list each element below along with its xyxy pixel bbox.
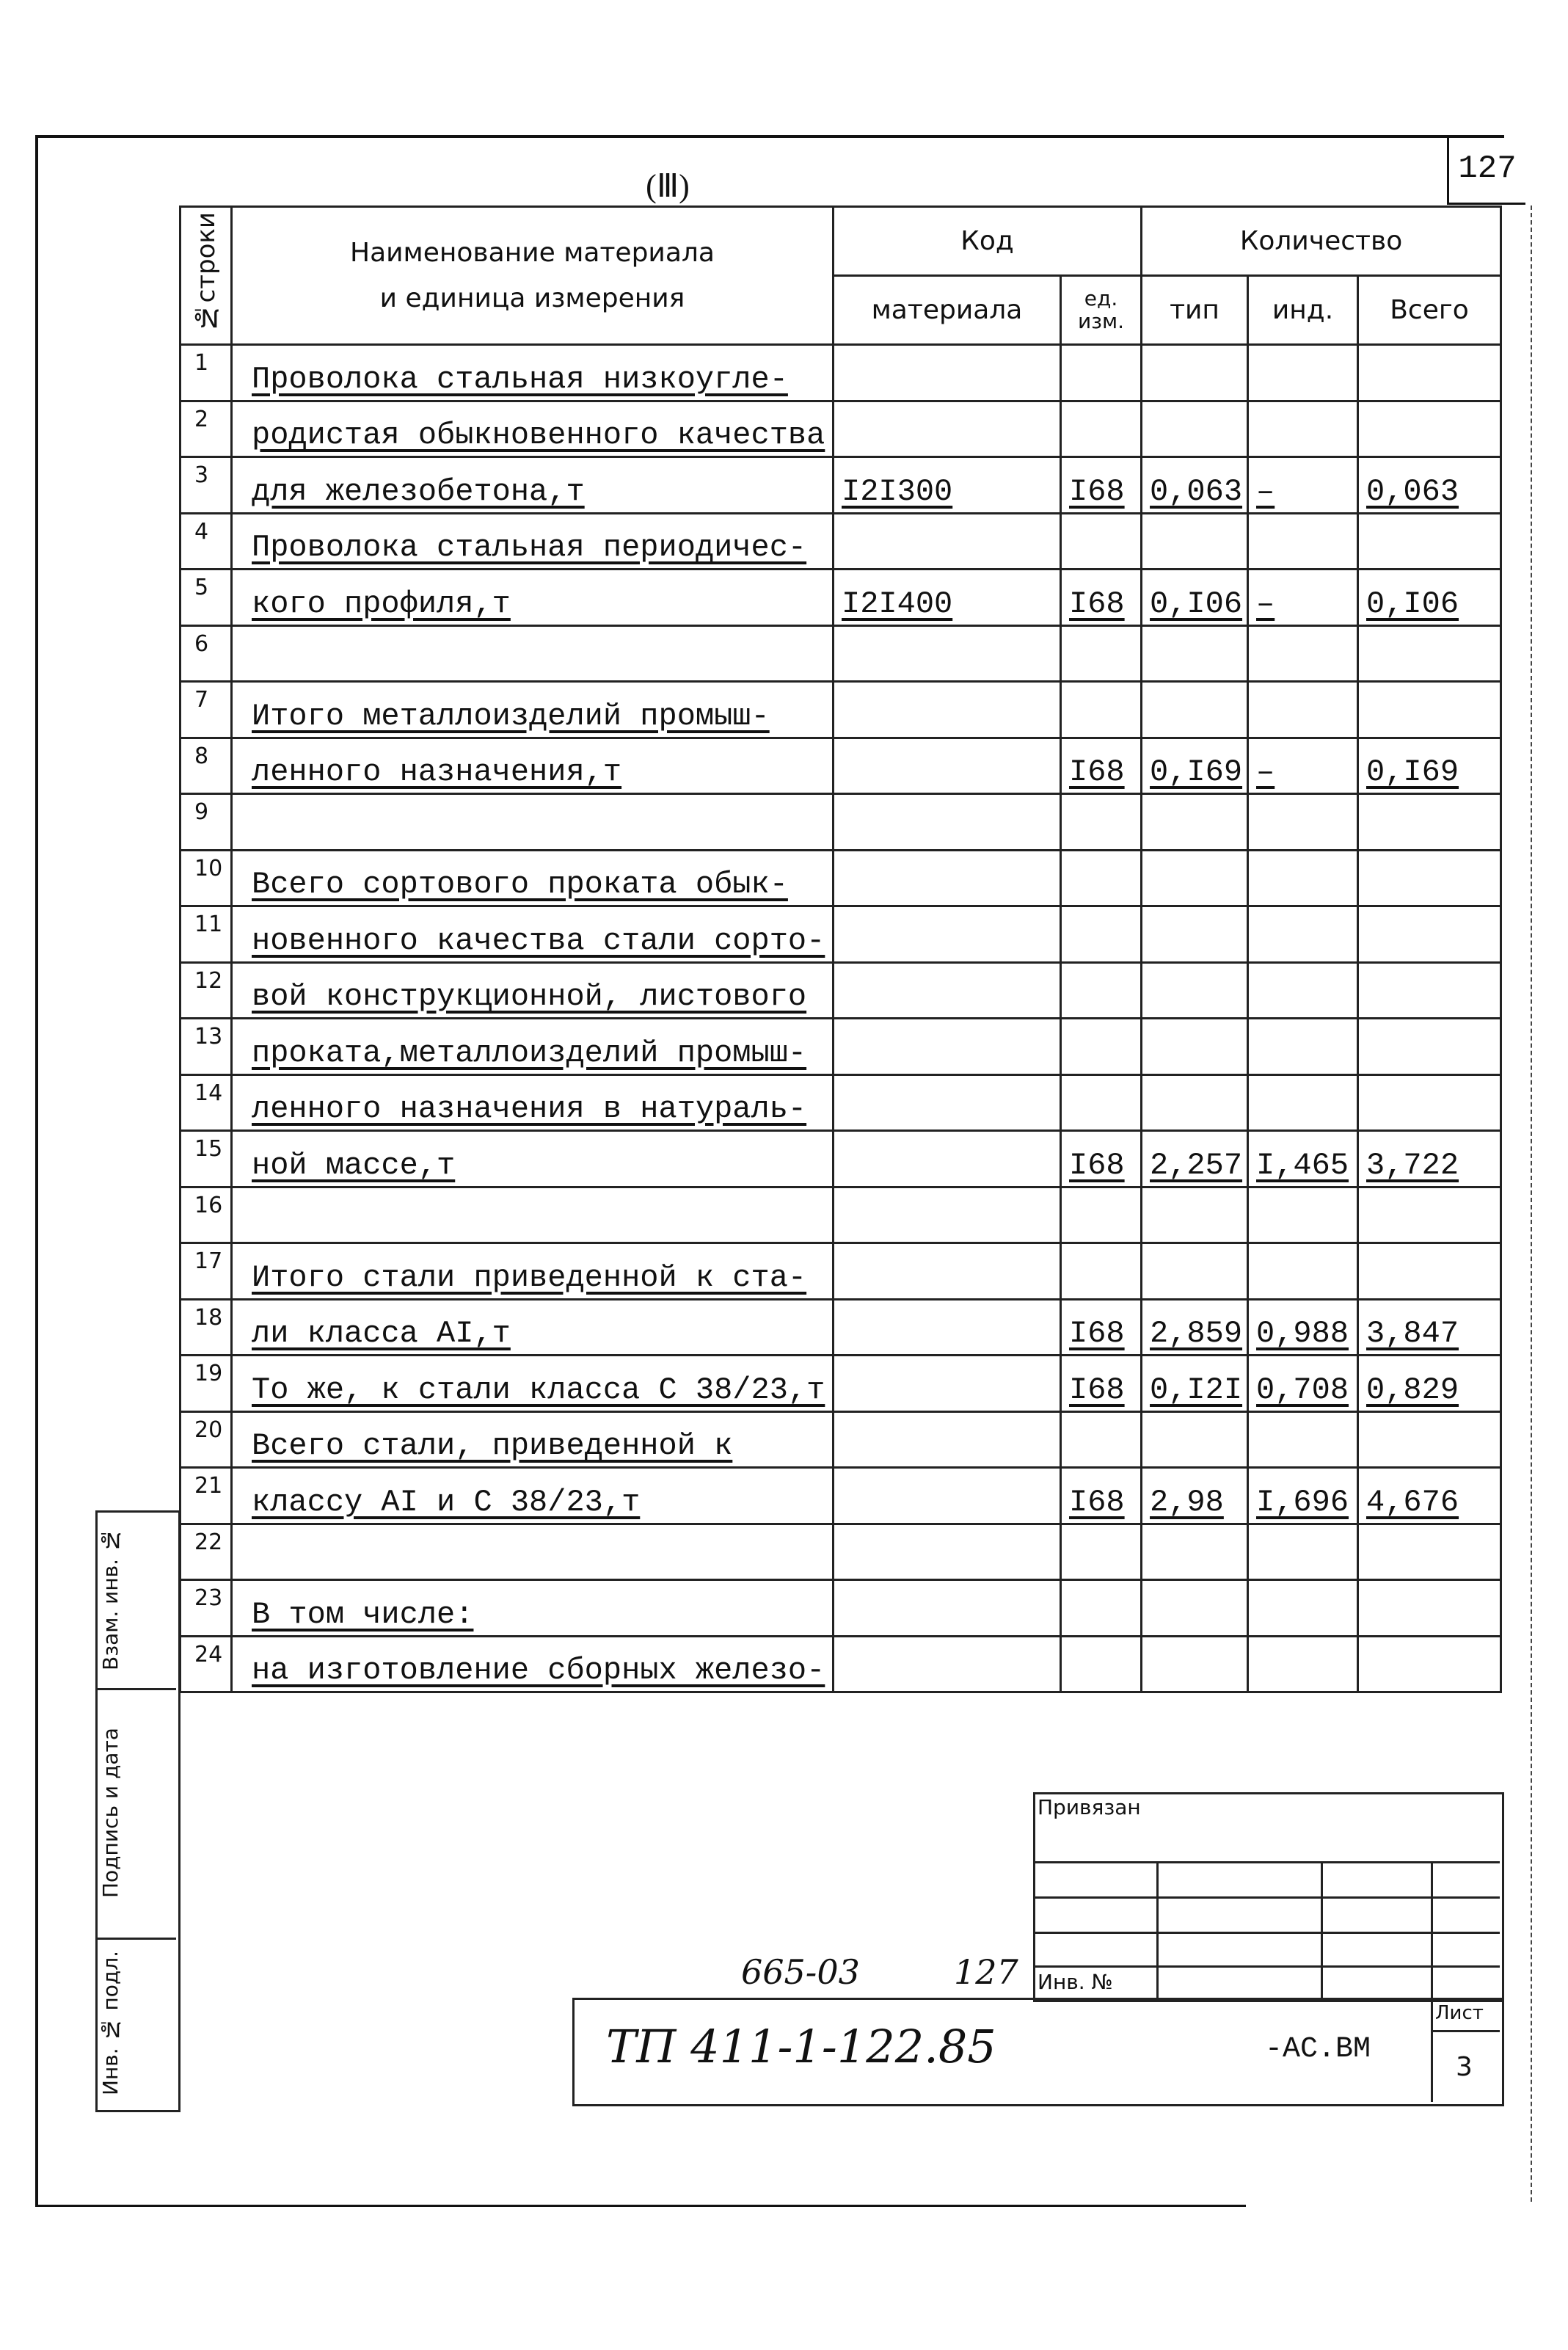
material-code — [834, 1524, 1061, 1580]
qty-total — [1358, 962, 1501, 1019]
sheet-number: 127 — [1447, 135, 1525, 205]
material-code: I2I400 — [834, 570, 1061, 626]
qty-total: 3,722 — [1358, 1131, 1501, 1187]
qty-type — [1142, 401, 1248, 457]
qty-ind — [1248, 1411, 1358, 1468]
material-name: Всего стали, приведенной к — [232, 1411, 834, 1468]
unit-code — [1061, 682, 1142, 738]
material-code — [834, 513, 1061, 570]
unit-code: I68 — [1061, 1356, 1142, 1412]
unit-code: I68 — [1061, 570, 1142, 626]
qty-type — [1142, 682, 1248, 738]
unit-code — [1061, 794, 1142, 851]
qty-type — [1142, 1074, 1248, 1131]
row-number: 14 — [180, 1074, 232, 1131]
side-strip-divider — [95, 1510, 98, 2108]
stamp-doc-code: ТП 411-1-122.85 — [606, 2020, 996, 2073]
qty-ind: I,696 — [1248, 1468, 1358, 1524]
stamp-line-c — [1033, 1932, 1500, 1934]
frame-left-line — [35, 135, 38, 2205]
row-number: 13 — [180, 1019, 232, 1075]
row-number: 1 — [180, 345, 232, 401]
unit-code — [1061, 1580, 1142, 1637]
material-name: новенного качества стали сорто- — [232, 906, 834, 963]
unit-code: I68 — [1061, 457, 1142, 514]
material-name: ленного назначения,т — [232, 738, 834, 794]
qty-type: 0,063 — [1142, 457, 1248, 514]
table-row — [180, 1187, 1501, 1243]
header-name: Наименование материала и единица измерения — [232, 207, 834, 345]
qty-total — [1358, 625, 1501, 682]
qty-total: 3,847 — [1358, 1299, 1501, 1356]
material-code — [834, 1299, 1061, 1356]
material-name: То же, к стали класса С 38/23,т — [232, 1356, 834, 1412]
table-row — [180, 1074, 1501, 1131]
unit-code — [1061, 1636, 1142, 1692]
unit-code: I68 — [1061, 1131, 1142, 1187]
material-name: для железобетона,т — [232, 457, 834, 514]
row-number: 2 — [180, 401, 232, 457]
material-code — [834, 682, 1061, 738]
row-number: 12 — [180, 962, 232, 1019]
side-strip-line-2 — [95, 1938, 176, 1940]
material-code — [834, 1019, 1061, 1075]
row-number: 16 — [180, 1187, 232, 1243]
qty-ind — [1248, 906, 1358, 963]
material-name: ной массе,т — [232, 1131, 834, 1187]
table-row — [180, 962, 1501, 1019]
material-name: ли класса АI,т — [232, 1299, 834, 1356]
table-row — [180, 682, 1501, 738]
row-number: 24 — [180, 1636, 232, 1692]
unit-code — [1061, 401, 1142, 457]
header-row-no: №строки — [180, 207, 232, 345]
material-name: ленного назначения в натураль- — [232, 1074, 834, 1131]
material-name: В том числе: — [232, 1580, 834, 1637]
row-number: 3 — [180, 457, 232, 514]
qty-ind: 0,708 — [1248, 1356, 1358, 1412]
row-number: 18 — [180, 1299, 232, 1356]
unit-code — [1061, 345, 1142, 401]
material-code — [834, 1411, 1061, 1468]
unit-code — [1061, 906, 1142, 963]
material-code — [834, 345, 1061, 401]
table-row — [180, 570, 1501, 626]
material-code — [834, 1580, 1061, 1637]
table-row — [180, 906, 1501, 963]
side-strip-line-1 — [95, 1688, 176, 1690]
table-row — [180, 1524, 1501, 1580]
material-name: Всего сортового проката обык- — [232, 850, 834, 906]
table-row — [180, 513, 1501, 570]
header-code-unit: ед. изм. — [1061, 276, 1142, 345]
qty-type — [1142, 345, 1248, 401]
frame-bottom-line — [35, 2205, 1246, 2207]
table-row — [180, 850, 1501, 906]
table-row — [180, 1636, 1501, 1692]
stamp-sheet-vline — [1431, 1998, 1433, 2102]
qty-ind — [1248, 1243, 1358, 1300]
qty-ind — [1248, 1187, 1358, 1243]
material-code — [834, 1187, 1061, 1243]
label-signature-date: Подпись и дата — [98, 1728, 123, 1898]
qty-total: 0,I69 — [1358, 738, 1501, 794]
unit-code: I68 — [1061, 738, 1142, 794]
material-name: родистая обыкновенного качества — [232, 401, 834, 457]
stamp-vline-2 — [1321, 1861, 1323, 1998]
material-name: Итого металлоизделий промыш- — [232, 682, 834, 738]
qty-ind — [1248, 1019, 1358, 1075]
table-row — [180, 1019, 1501, 1075]
material-name — [232, 625, 834, 682]
unit-code — [1061, 962, 1142, 1019]
material-code — [834, 962, 1061, 1019]
table-row — [180, 457, 1501, 514]
qty-type — [1142, 1243, 1248, 1300]
qty-type — [1142, 1580, 1248, 1637]
table-row — [180, 1580, 1501, 1637]
row-number: 8 — [180, 738, 232, 794]
material-name: Итого стали приведенной к ста- — [232, 1243, 834, 1300]
qty-type — [1142, 906, 1248, 963]
unit-code — [1061, 1524, 1142, 1580]
row-number: 20 — [180, 1411, 232, 1468]
material-code — [834, 850, 1061, 906]
materials-table — [179, 205, 1502, 1693]
qty-ind — [1248, 345, 1358, 401]
table-row — [180, 1243, 1501, 1300]
qty-total — [1358, 401, 1501, 457]
row-number: 9 — [180, 794, 232, 851]
frame-top-line — [37, 135, 1504, 138]
row-number: 22 — [180, 1524, 232, 1580]
qty-type — [1142, 1411, 1248, 1468]
material-code — [834, 1243, 1061, 1300]
material-code: I2I300 — [834, 457, 1061, 514]
qty-type — [1142, 962, 1248, 1019]
qty-type — [1142, 1636, 1248, 1692]
section-mark: (Ⅲ) — [646, 168, 690, 204]
material-name: классу АI и С 38/23,т — [232, 1468, 834, 1524]
stamp-privyazan-label: Привязан — [1038, 1795, 1141, 1819]
row-number: 5 — [180, 570, 232, 626]
qty-ind: I,465 — [1248, 1131, 1358, 1187]
unit-code — [1061, 1074, 1142, 1131]
table-row — [180, 794, 1501, 851]
qty-total — [1358, 345, 1501, 401]
qty-ind — [1248, 1524, 1358, 1580]
material-name — [232, 794, 834, 851]
table-row — [180, 625, 1501, 682]
stamp-sheet-label: Лист — [1435, 2002, 1484, 2024]
table-row — [180, 1131, 1501, 1187]
frame-right-line — [1531, 205, 1532, 2202]
unit-code — [1061, 1187, 1142, 1243]
stamp-line-a — [1033, 1861, 1500, 1863]
qty-total — [1358, 1019, 1501, 1075]
qty-ind: – — [1248, 457, 1358, 514]
material-code — [834, 1131, 1061, 1187]
material-name: Проволока стальная периодичес- — [232, 513, 834, 570]
material-name — [232, 1524, 834, 1580]
row-number: 11 — [180, 906, 232, 963]
material-code — [834, 1468, 1061, 1524]
stamp-line-b — [1033, 1896, 1500, 1899]
material-code — [834, 906, 1061, 963]
label-inv-podl: Инв. № подл. — [98, 1950, 123, 2095]
qty-type: 2,98 — [1142, 1468, 1248, 1524]
qty-ind — [1248, 625, 1358, 682]
qty-total — [1358, 1524, 1501, 1580]
qty-total: 0,063 — [1358, 457, 1501, 514]
qty-type: 0,I06 — [1142, 570, 1248, 626]
qty-ind: 0,988 — [1248, 1299, 1358, 1356]
row-number: 23 — [180, 1580, 232, 1637]
qty-total — [1358, 850, 1501, 906]
row-number: 10 — [180, 850, 232, 906]
qty-ind — [1248, 1074, 1358, 1131]
stamp-sheet-hline — [1431, 2030, 1500, 2032]
stamp-sheet-value: 3 — [1456, 2052, 1473, 2082]
qty-total: 4,676 — [1358, 1468, 1501, 1524]
table-row — [180, 738, 1501, 794]
qty-total — [1358, 1636, 1501, 1692]
row-number: 4 — [180, 513, 232, 570]
qty-ind — [1248, 401, 1358, 457]
qty-ind — [1248, 682, 1358, 738]
qty-total — [1358, 513, 1501, 570]
qty-type — [1142, 625, 1248, 682]
handwritten-number-left: 665-03 — [741, 1952, 860, 1992]
material-name: на изготовление сборных железо- — [232, 1636, 834, 1692]
material-code — [834, 738, 1061, 794]
qty-ind — [1248, 513, 1358, 570]
header-qty-total: Всего — [1358, 276, 1501, 345]
qty-type — [1142, 513, 1248, 570]
qty-total — [1358, 1411, 1501, 1468]
header-qty-group: Количество — [1142, 207, 1501, 276]
qty-ind — [1248, 850, 1358, 906]
row-number: 6 — [180, 625, 232, 682]
qty-type — [1142, 1019, 1248, 1075]
handwritten-number-right: 127 — [954, 1952, 1018, 1992]
qty-total — [1358, 1187, 1501, 1243]
unit-code — [1061, 1411, 1142, 1468]
unit-code — [1061, 1019, 1142, 1075]
qty-ind: – — [1248, 570, 1358, 626]
row-number: 21 — [180, 1468, 232, 1524]
table-row — [180, 1356, 1501, 1412]
material-name: кого профиля,т — [232, 570, 834, 626]
row-number: 7 — [180, 682, 232, 738]
stamp-vline-3 — [1431, 1861, 1433, 1998]
qty-type: 0,I2I — [1142, 1356, 1248, 1412]
qty-type: 0,I69 — [1142, 738, 1248, 794]
row-number: 19 — [180, 1356, 232, 1412]
qty-ind — [1248, 1580, 1358, 1637]
label-vzam-inv: Взам. инв. № — [98, 1528, 123, 1670]
table-row — [180, 1468, 1501, 1524]
qty-total — [1358, 1074, 1501, 1131]
qty-total — [1358, 794, 1501, 851]
qty-total — [1358, 682, 1501, 738]
qty-type — [1142, 1524, 1248, 1580]
unit-code: I68 — [1061, 1468, 1142, 1524]
unit-code — [1061, 513, 1142, 570]
material-code — [834, 1356, 1061, 1412]
material-name — [232, 1187, 834, 1243]
qty-type: 2,257 — [1142, 1131, 1248, 1187]
table-row — [180, 1299, 1501, 1356]
table-row — [180, 345, 1501, 401]
unit-code — [1061, 1243, 1142, 1300]
qty-ind — [1248, 1636, 1358, 1692]
qty-total: 0,I06 — [1358, 570, 1501, 626]
table-row — [180, 1411, 1501, 1468]
material-code — [834, 625, 1061, 682]
qty-type — [1142, 1187, 1248, 1243]
qty-total — [1358, 1243, 1501, 1300]
unit-code — [1061, 850, 1142, 906]
qty-type — [1142, 850, 1248, 906]
stamp-line-d — [1033, 1965, 1500, 1968]
material-name: Проволока стальная низкоугле- — [232, 345, 834, 401]
material-code — [834, 1074, 1061, 1131]
qty-type: 2,859 — [1142, 1299, 1248, 1356]
material-code — [834, 1636, 1061, 1692]
qty-ind — [1248, 794, 1358, 851]
material-name: вой конструкционной, листового — [232, 962, 834, 1019]
stamp-inv-label: Инв. № — [1038, 1970, 1113, 1994]
material-name: проката,металлоизделий промыш- — [232, 1019, 834, 1075]
header-qty-ind: инд. — [1248, 276, 1358, 345]
unit-code: I68 — [1061, 1299, 1142, 1356]
header-code-group: Код — [834, 207, 1142, 276]
table-row — [180, 401, 1501, 457]
qty-ind: – — [1248, 738, 1358, 794]
qty-total — [1358, 1580, 1501, 1637]
qty-total — [1358, 906, 1501, 963]
stamp-vline-1 — [1156, 1861, 1159, 1998]
qty-type — [1142, 794, 1248, 851]
header-qty-type: тип — [1142, 276, 1248, 345]
header-code-material: материала — [834, 276, 1061, 345]
qty-total: 0,829 — [1358, 1356, 1501, 1412]
material-code — [834, 401, 1061, 457]
material-code — [834, 794, 1061, 851]
row-number: 15 — [180, 1131, 232, 1187]
qty-ind — [1248, 962, 1358, 1019]
row-number: 17 — [180, 1243, 232, 1300]
stamp-doc-suffix: -АС.ВМ — [1265, 2033, 1371, 2066]
unit-code — [1061, 625, 1142, 682]
